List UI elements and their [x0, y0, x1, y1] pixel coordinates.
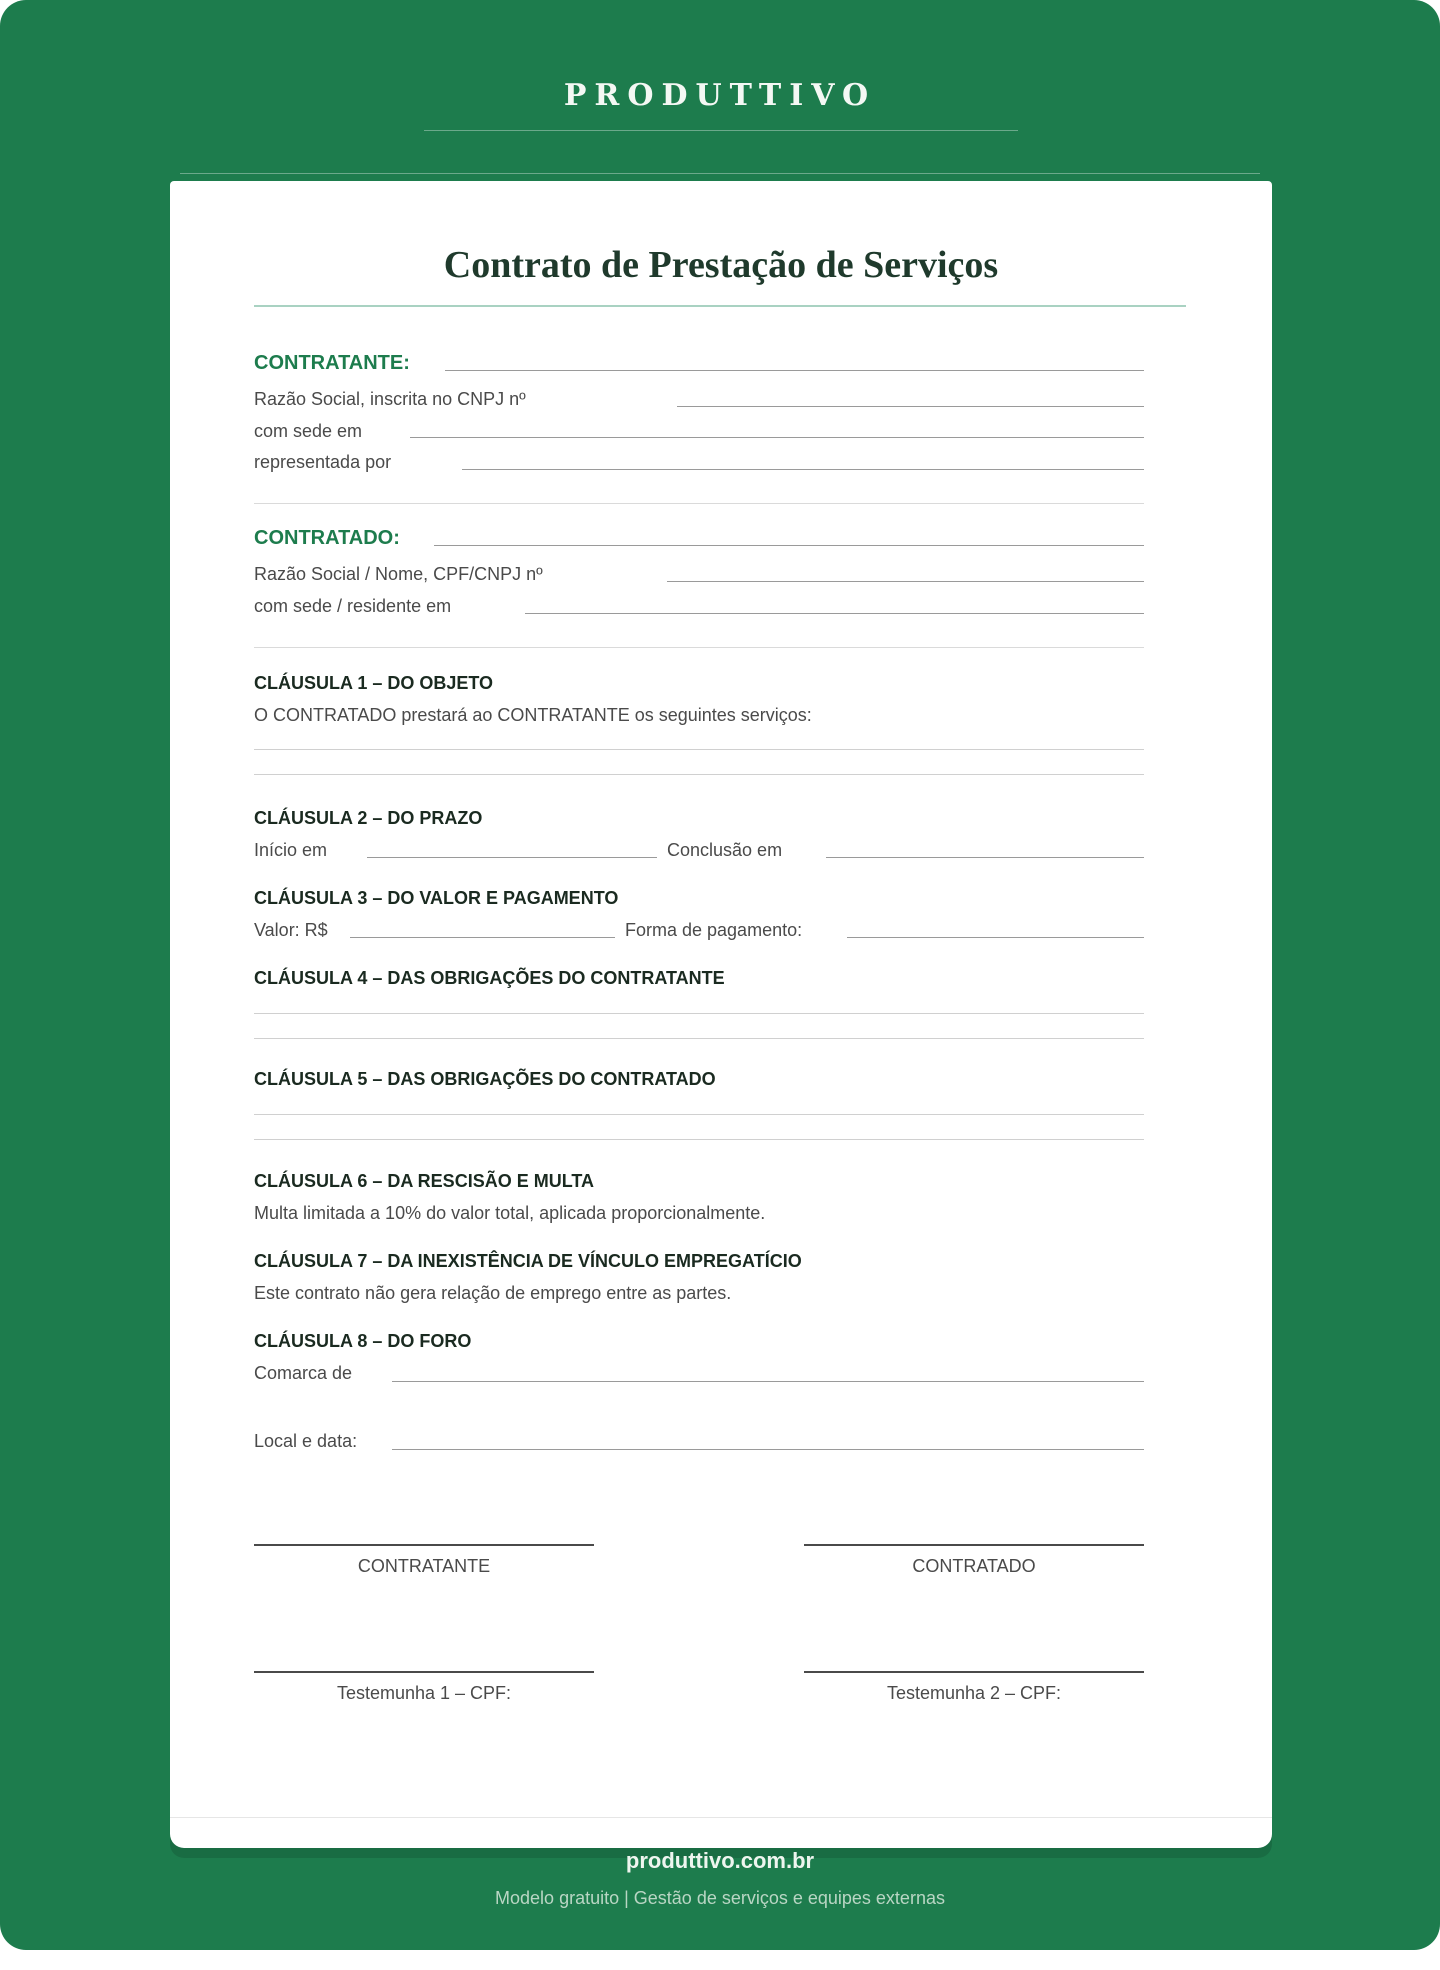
contratante-name-field[interactable]: [445, 370, 1144, 371]
contratado-sede-label: com sede / residente em: [254, 596, 452, 616]
contratante-sede-field[interactable]: [410, 437, 1144, 438]
comarca-label: Comarca de: [254, 1363, 353, 1383]
brand-divider: [424, 130, 1018, 131]
clausula-1-text: O CONTRATADO prestará ao CONTRATANTE os seguintes serviços:: [254, 705, 812, 725]
clausula-3-title: CLÁUSULA 3 – DO VALOR E PAGAMENTO: [254, 888, 619, 908]
forma-pagamento-field[interactable]: [847, 937, 1144, 938]
conclusao-label: Conclusão em: [667, 840, 783, 860]
clausula-8-title: CLÁUSULA 8 – DO FORO: [254, 1331, 472, 1351]
contratado-signature-line[interactable]: [804, 1544, 1144, 1546]
clausula-6-text: Multa limitada a 10% do valor total, aplicada proporcionalmente.: [254, 1203, 766, 1223]
clausula-1-fill-line[interactable]: [254, 774, 1144, 775]
clausula-4-fill-line[interactable]: [254, 1013, 1144, 1014]
valor-label: Valor: R$: [254, 920, 328, 940]
contract-sheet: [170, 181, 1272, 1848]
testemunha-1-label: Testemunha 1 – CPF:: [336, 1683, 512, 1703]
brand-logo: PRODUTTIVO: [563, 78, 877, 113]
clausula-4-title: CLÁUSULA 4 – DAS OBRIGAÇÕES DO CONTRATANTE: [254, 968, 725, 988]
contratante-sede-label: com sede em: [254, 421, 363, 441]
clausula-7-text: Este contrato não gera relação de emprego entre as partes.: [254, 1283, 732, 1303]
contratante-representada-label: representada por: [254, 452, 392, 472]
header-divider: [180, 173, 1260, 174]
clausula-5-title: CLÁUSULA 5 – DAS OBRIGAÇÕES DO CONTRATADO: [254, 1069, 716, 1089]
contratante-heading: CONTRATANTE:: [254, 352, 410, 374]
footer-tagline: Modelo gratuito | Gestão de serviços e equipes externas: [495, 1888, 945, 1908]
testemunha-2-signature-line[interactable]: [804, 1671, 1144, 1673]
contratante-cnpj-field[interactable]: [677, 406, 1144, 407]
clausula-4-fill-line[interactable]: [254, 1038, 1144, 1039]
inicio-field[interactable]: [367, 857, 657, 858]
clausula-5-fill-line[interactable]: [254, 1114, 1144, 1115]
clausula-1-title: CLÁUSULA 1 – DO OBJETO: [254, 673, 494, 693]
clausula-1-fill-line[interactable]: [254, 749, 1144, 750]
footer-site-link[interactable]: produttivo.com.br: [625, 1848, 815, 1873]
testemunha-2-label: Testemunha 2 – CPF:: [886, 1683, 1062, 1703]
clausula-2-title: CLÁUSULA 2 – DO PRAZO: [254, 808, 483, 828]
conclusao-field[interactable]: [826, 857, 1144, 858]
forma-pagamento-label: Forma de pagamento:: [625, 920, 803, 940]
contratante-signature-line[interactable]: [254, 1544, 594, 1546]
clausula-5-fill-line[interactable]: [254, 1139, 1144, 1140]
clausula-6-title: CLÁUSULA 6 – DA RESCISÃO E MULTA: [254, 1171, 595, 1191]
contratado-name-field[interactable]: [434, 545, 1144, 546]
local-data-label: Local e data:: [254, 1431, 358, 1451]
title-divider: [254, 305, 1186, 307]
testemunha-1-signature-line[interactable]: [254, 1671, 594, 1673]
clausula-7-title: CLÁUSULA 7 – DA INEXISTÊNCIA DE VÍNCULO EMPREGATÍCIO: [254, 1251, 802, 1271]
contratado-razao-label: Razão Social / Nome, CPF/CNPJ nº: [254, 564, 543, 584]
sheet-bottom-divider: [170, 1817, 1272, 1818]
contratado-cpf-field[interactable]: [667, 581, 1144, 582]
contratante-representante-field[interactable]: [462, 469, 1144, 470]
section-divider: [254, 647, 1144, 648]
section-divider: [254, 503, 1144, 504]
contratado-signature-label: CONTRATADO: [912, 1556, 1036, 1576]
valor-field[interactable]: [350, 937, 615, 938]
inicio-label: Início em: [254, 840, 328, 860]
contratado-sede-field[interactable]: [525, 613, 1144, 614]
contratado-heading: CONTRATADO:: [254, 527, 400, 549]
local-data-field[interactable]: [392, 1449, 1144, 1450]
contratante-razao-label: Razão Social, inscrita no CNPJ nº: [254, 389, 526, 409]
contratante-signature-label: CONTRATANTE: [357, 1556, 491, 1576]
comarca-field[interactable]: [392, 1381, 1144, 1382]
document-title: Contrato de Prestação de Serviços: [443, 244, 999, 286]
